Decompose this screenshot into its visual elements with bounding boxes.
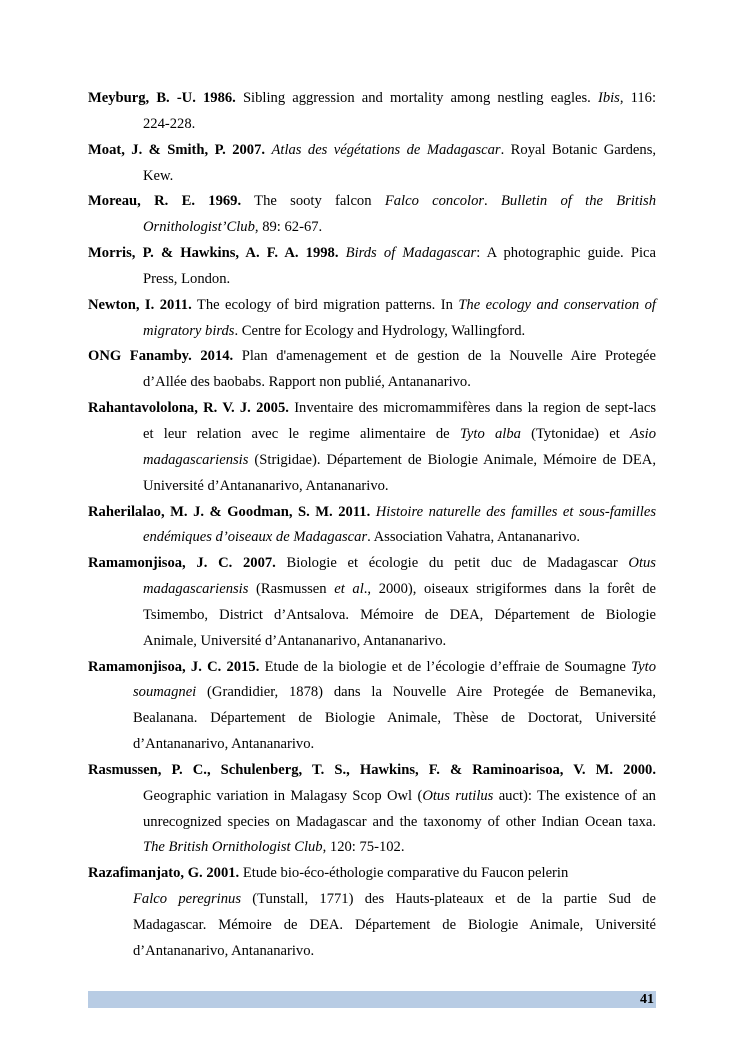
- reference-text: (Grandidier, 1878) dans la Nouvelle Aire Protegée de Bemanevika,: [196, 684, 656, 701]
- reference-continuation-line: [88, 164, 656, 190]
- reference-continuation-line: [88, 939, 656, 965]
- reference-first-line: [88, 241, 656, 267]
- reference-first-line: [88, 344, 656, 370]
- reference-text: (Strigidae). Département de Biologie Animale, Mémoire de DEA,: [248, 451, 656, 468]
- page-number: 41: [640, 992, 654, 1007]
- reference-text: (Tytonidae) et: [520, 425, 631, 442]
- reference-continuation-line: [88, 784, 656, 810]
- reference-italic-text: Birds of Madagascar: [345, 245, 477, 262]
- reference-continuation-line: [88, 112, 656, 138]
- reference-italic-text: Tyto alba: [459, 425, 521, 442]
- reference-author-year: Ramamonjisoa, J. C. 2007.: [88, 555, 276, 572]
- reference-continuation-line: [88, 887, 656, 913]
- reference-italic-text: Otus rutilus: [422, 787, 494, 804]
- reference-italic-text: Tyto: [631, 658, 656, 675]
- reference-first-line: [88, 758, 656, 784]
- reference-first-line: [88, 138, 656, 164]
- reference-text: Bealanana. Département de Biologie Animale, Thèse de Doctorat, Université: [133, 710, 656, 727]
- reference-text: auct): The existence of an: [493, 787, 656, 804]
- reference-author-year: Newton, I. 2011.: [88, 296, 192, 313]
- reference-continuation-line: [88, 422, 656, 448]
- reference-author-year: Raherilalao, M. J. & Goodman, S. M. 2011.: [88, 503, 371, 520]
- reference-continuation-line: [88, 629, 656, 655]
- reference-continuation-line: [88, 370, 656, 396]
- reference-text: Etude bio-éco-éthologie comparative du Faucon pelerin: [239, 865, 569, 882]
- reference-text: The sooty falcon: [241, 193, 385, 210]
- reference-continuation-line: [88, 603, 656, 629]
- reference-entry: [88, 344, 656, 396]
- reference-author-year: Rahantavololona, R. V. J. 2005.: [88, 400, 289, 417]
- reference-first-line: [88, 293, 656, 319]
- reference-italic-text: soumagnei: [133, 684, 197, 701]
- reference-text: .: [484, 193, 501, 210]
- reference-author-year: Moat, J. & Smith, P. 2007.: [88, 141, 266, 158]
- reference-text: Press, London.: [143, 270, 231, 287]
- reference-entry: [88, 655, 656, 758]
- reference-text: Kew.: [143, 167, 174, 184]
- reference-entry: [88, 551, 656, 654]
- reference-text: 224-228.: [143, 115, 196, 132]
- reference-continuation-line: [88, 913, 656, 939]
- reference-entry: [88, 189, 656, 241]
- reference-italic-text: madagascariensis: [143, 451, 249, 468]
- reference-continuation-line: [88, 706, 656, 732]
- reference-entry: [88, 86, 656, 138]
- reference-italic-text: et al: [334, 581, 364, 598]
- reference-continuation-line: [88, 835, 656, 861]
- reference-entry: [88, 138, 656, 190]
- reference-text: Inventaire des micromammifères dans la region de sept-lacs: [288, 400, 656, 417]
- reference-text: [339, 245, 346, 261]
- reference-text: . Association Vahatra, Antananarivo.: [367, 529, 581, 546]
- reference-italic-text: madagascariensis: [143, 581, 249, 598]
- reference-italic-text: Falco concolor: [384, 193, 485, 210]
- reference-text: Geographic variation in Malagasy Scop Owl (: [143, 787, 423, 804]
- reference-italic-text: migratory birds: [143, 322, 235, 339]
- reference-text: et leur relation avec le regime alimentaire de: [143, 425, 460, 442]
- reference-text: d’Allée des baobabs. Rapport non publié, Antananarivo.: [143, 374, 471, 391]
- reference-italic-text: Histoire naturelle des familles et sous-familles: [375, 503, 657, 520]
- reference-italic-text: Asio: [630, 425, 656, 442]
- reference-text: Université d’Antananarivo, Antananarivo.: [143, 477, 389, 494]
- reference-first-line: [88, 500, 656, 526]
- reference-entry: [88, 861, 656, 964]
- reference-italic-text: endémiques d’oiseaux de Madagascar: [143, 529, 368, 546]
- reference-author-year: Moreau, R. E. 1969.: [88, 193, 242, 210]
- reference-author-year: Razafimanjato, G. 2001.: [88, 865, 240, 882]
- reference-text: Plan d'amenagement et de gestion de la Nouvelle Aire Protegée: [233, 348, 656, 365]
- reference-italic-text: Atlas des végétations de Madagascar: [271, 141, 501, 158]
- reference-italic-text: Otus: [628, 555, 656, 572]
- reference-text: unrecognized species on Madagascar and the taxonomy of other Indian Ocean taxa.: [143, 813, 656, 830]
- reference-continuation-line: [88, 448, 656, 474]
- reference-continuation-line: [88, 680, 656, 706]
- reference-entry: [88, 500, 656, 552]
- reference-text: Animale, Université d’Antananarivo, Antananarivo.: [143, 632, 447, 649]
- reference-first-line: [88, 189, 656, 215]
- reference-text: The ecology of bird migration patterns. In: [191, 296, 459, 313]
- reference-text: (Rasmussen: [248, 581, 335, 598]
- reference-first-line: [88, 861, 656, 887]
- reference-text: . Centre for Ecology and Hydrology, Wallingford.: [234, 322, 526, 339]
- reference-entry: [88, 293, 656, 345]
- reference-italic-text: The ecology and conservation of: [458, 296, 656, 313]
- reference-first-line: [88, 655, 656, 681]
- reference-italic-text: Ornithologist’Club: [143, 219, 255, 236]
- reference-text: d’Antananarivo, Antananarivo.: [133, 942, 315, 959]
- reference-entry: [88, 758, 656, 861]
- reference-continuation-line: [88, 474, 656, 500]
- reference-first-line: [88, 551, 656, 577]
- reference-continuation-line: [88, 525, 656, 551]
- reference-entry: [88, 396, 656, 499]
- reference-text: : A photographic guide. Pica: [476, 245, 656, 262]
- reference-text: (Tunstall, 1771) des Hauts-plateaux et de la partie Sud de: [241, 891, 656, 908]
- reference-italic-text: Falco peregrinus: [133, 891, 242, 908]
- reference-text: Sibling aggression and mortality among nestling eagles.: [235, 90, 598, 106]
- reference-list: [88, 86, 656, 965]
- reference-text: , 89: 62-67.: [254, 219, 323, 236]
- reference-continuation-line: [88, 215, 656, 241]
- reference-entry: [88, 241, 656, 293]
- reference-first-line: [88, 396, 656, 422]
- reference-text: , 120: 75-102.: [322, 839, 405, 856]
- reference-author-year: Morris, P. & Hawkins, A. F. A. 1998.: [88, 245, 339, 262]
- reference-text: Etude de la biologie et de l’écologie d’effraie de Soumagne: [259, 658, 632, 675]
- reference-text: ., 2000), oiseaux strigiformes dans la forêt de: [363, 581, 656, 598]
- reference-italic-text: The British Ornithologist Club: [143, 839, 323, 856]
- page-footer-bar: [88, 991, 656, 1008]
- reference-continuation-line: [88, 732, 656, 758]
- reference-italic-text: Ibis: [597, 90, 620, 106]
- reference-text: d’Antananarivo, Antananarivo.: [133, 736, 315, 753]
- reference-author-year: ONG Fanamby. 2014.: [88, 348, 234, 365]
- reference-continuation-line: [88, 577, 656, 603]
- reference-italic-text: Bulletin of the British: [501, 193, 657, 210]
- reference-text: , 116:: [619, 90, 657, 106]
- reference-continuation-line: [88, 319, 656, 345]
- reference-text: . Royal Botanic Gardens,: [500, 141, 657, 158]
- reference-author-year: Ramamonjisoa, J. C. 2015.: [88, 658, 260, 675]
- reference-author-year: Meyburg, B. -U. 1986.: [88, 90, 236, 106]
- reference-text: Madagascar. Mémoire de DEA. Département de Biologie Animale, Université: [133, 917, 656, 933]
- reference-author-year: Rasmussen, P. C., Schulenberg, T. S., Hawkins, F. & Raminoarisoa, V. M. 2000.: [88, 761, 656, 778]
- reference-text: Tsimembo, District d’Antsalova. Mémoire de DEA, Département de Biologie: [143, 606, 656, 623]
- reference-continuation-line: [88, 810, 656, 836]
- reference-continuation-line: [88, 267, 656, 293]
- reference-first-line: [88, 86, 656, 112]
- reference-text: Biologie et écologie du petit duc de Madagascar: [275, 555, 629, 572]
